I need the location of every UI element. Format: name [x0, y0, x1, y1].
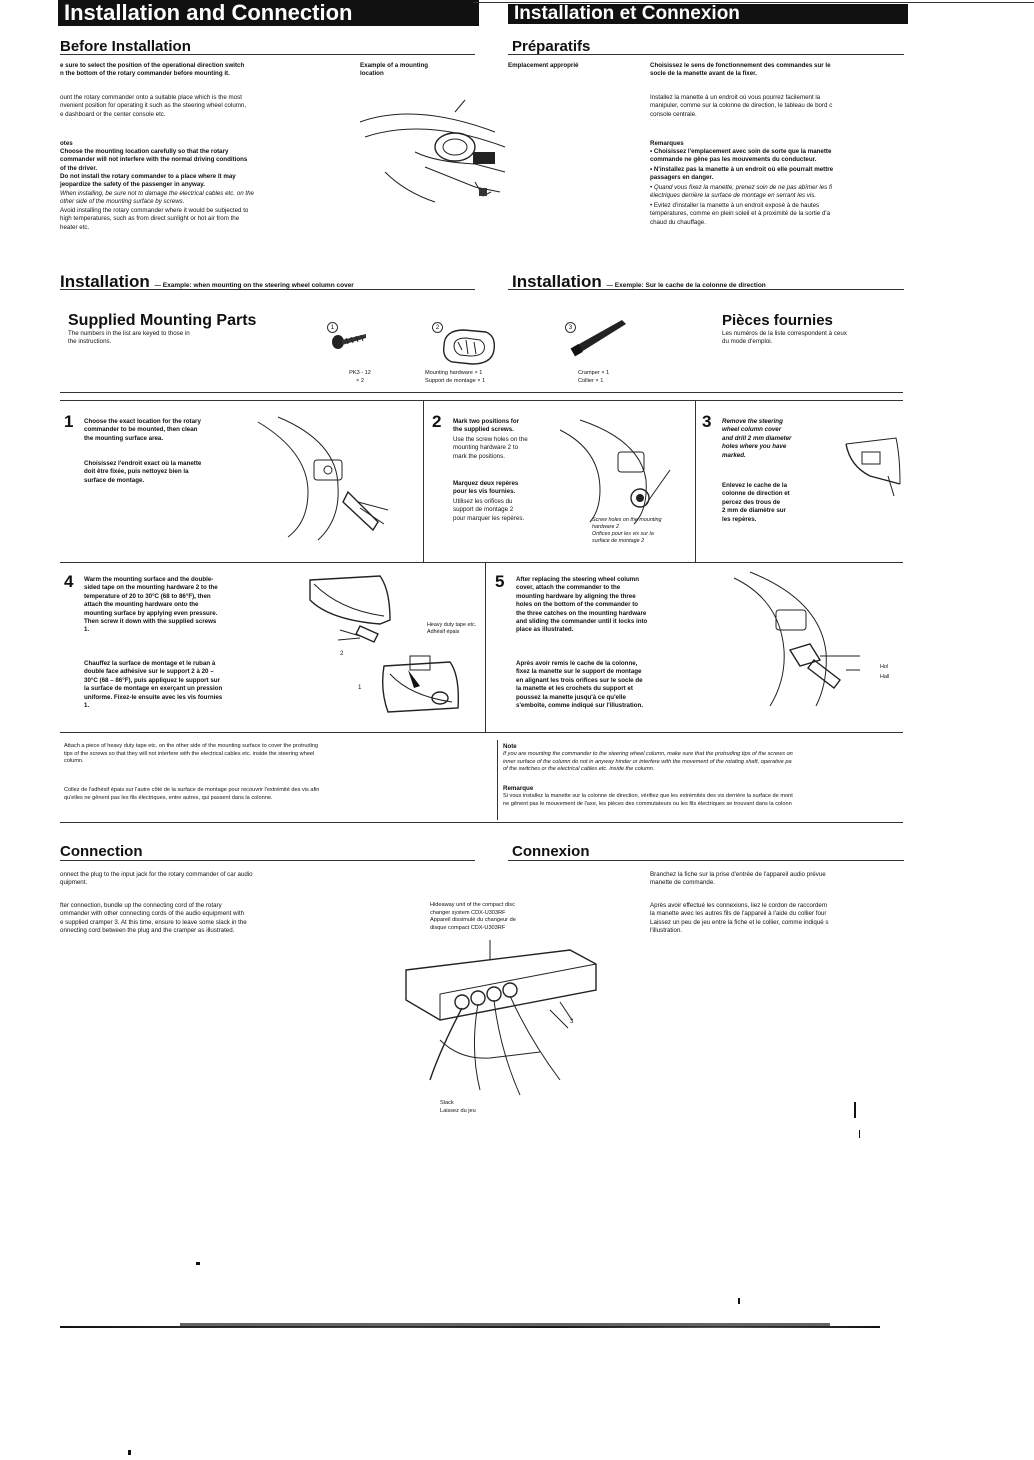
- page-title-en: Installation and Connection: [64, 0, 353, 25]
- step-1-fr: Choisissez l'endroit exact où la manette doit être fixée, puis nettoyez bien la surface de montage.: [84, 460, 202, 484]
- parts-desc-fr: Les numéros de la liste correspondent à ceux du mode d'emploi.: [722, 330, 847, 346]
- remark-2: • N'installez pas la manette à un endroit où elle pourrait mettre passagers en danger.: [650, 166, 834, 182]
- connection-p2-en: fter connection, bundle up the connecting cord of the rotary ommander with other connecting cords of the audio equipment with e supplied cramper 3. At this time, ensure to leave some slack in the onnecting cord between the plug and the cramper as illustrated.: [60, 902, 247, 935]
- connection-p2-fr: Après avoir effectué les connexions, liez le cordon de raccordem la manette avec les autres fils de l'appareil à l'aide du collier four Laissez un peu de jeu entre la fiche et le collier, comme indiqué s l'illustration.: [650, 902, 829, 935]
- connection-heading-en: Connection: [60, 843, 143, 860]
- part-2-caption: Mounting hardware × 1 Support de montage × 1: [425, 370, 486, 384]
- installation-subtitle-en: — Example: when mounting on the steering wheel column cover: [154, 282, 354, 289]
- connection-callout-3: 3: [570, 1018, 574, 1025]
- part-2-number: 2: [432, 322, 443, 333]
- slack-label: Slack Laissez du jeu: [440, 1100, 476, 1114]
- step-2-fr: Utilisez les orifices du support de montage 2 pour marquer les repères.: [453, 498, 525, 522]
- top-rule: [473, 2, 1034, 3]
- preparatifs-body: Installez la manette à un endroit où vous pourrez facilement la manipuler, comme sur la colonne de direction, le tableau de bord c console centrale.: [650, 94, 833, 118]
- part-3-caption: Cramper × 1 Collier × 1: [578, 370, 610, 384]
- remark-4: • Evitez d'installer la manette à un endroit exposé à de hautes températures, comme en plein soleil et à proximité de la sortie d'a chaud du chauffage.: [650, 202, 831, 226]
- title-banner-en: [58, 0, 479, 26]
- step-3-en: Remove the steering wheel column cover and drill 2 mm diameter holes where you have marked.: [722, 418, 792, 459]
- notes-title: otes: [60, 140, 73, 147]
- steps-row1-top: [60, 400, 903, 401]
- step-5-fr: Après avoir remis le cache de la colonne, fixez la manette sur le support de montage en alignant les trois orifices sur le socle de la manette et les crochets du support et poussez la manette jusqu'à ce qu'elle s'emboîte, comme indiqué sur l'illustration.: [516, 660, 644, 710]
- before-intro: e sure to select the position of the operational direction switch n the bottom of the rotary commander before mounting it.: [60, 62, 245, 78]
- unit-caption: Hideaway unit of the compact disc changer system CDX-U303RF Appareil dissimulé du changeur de disque compact CDX-U303RF: [430, 902, 516, 931]
- page-title-fr: Installation et Connexion: [514, 4, 740, 24]
- remarks-title: Remarques: [650, 140, 684, 147]
- step-5-number: 5: [495, 572, 505, 591]
- step-5-en: After replacing the steering wheel column cover, attach the commander to the mounting hardware by aligning the three holes on the bottom of the commander to the three catches on the mounting hardware and sliding the commander until it locks into place as illustrated.: [516, 576, 648, 634]
- step-1-illustration: [248, 412, 408, 542]
- step-5-illustration: [730, 570, 880, 710]
- note-4: Avoid installing the rotary commander where it would be subjected to high temperatures, such as from direct sunlight or hot air from the heater etc.: [60, 207, 249, 231]
- preparatifs-intro: Choisissez le sens de fonctionnement des commandes sur le socle de la manette avant de la fixer.: [650, 62, 831, 78]
- step-4-number: 4: [64, 572, 74, 591]
- step-4-illustration: [300, 570, 480, 730]
- tape-note-fr: Collez de l'adhésif épais sur l'autre côté de la surface de montage pour recouvrir l'extrémité des vis afin qu'elles ne gênent pas les fils électriques, entre autres, qui passent dans la colonne.: [64, 787, 320, 801]
- step-1-en: Choose the exact location for the rotary commander to be mounted, then clean the mounting surface area.: [84, 418, 201, 442]
- installation-title-fr: Installation: [512, 272, 602, 291]
- part-3-number: 3: [565, 322, 576, 333]
- steps-row2-bottom: [60, 732, 903, 733]
- part-1-caption: PK3 - 12 × 2: [349, 370, 371, 384]
- installation-subtitle-fr: — Exemple: Sur le cache de la colonne de direction: [606, 282, 766, 289]
- note-text: If you are mounting the commander to the steering wheel column, make sure that the protruding tips of the screws on inner surface of the column do not in anyway hinder or interfere with the movement of the rotating shaft, operative pa of the switches or the electrical cables etc. inside the column.: [503, 751, 793, 773]
- cable-tie-icon: [570, 318, 630, 358]
- step-2-number: 2: [432, 412, 442, 431]
- connection-heading-fr: Connexion: [512, 843, 590, 860]
- step-5-label-hol: Hol: [880, 664, 889, 670]
- screw-icon: [330, 328, 370, 352]
- notes-bottom: [60, 822, 903, 823]
- connection-rule-en: [60, 860, 475, 861]
- installation-rule-fr: [508, 289, 904, 290]
- title-banner-fr: [508, 4, 908, 24]
- remark-text: Si vous installez la manette sur la colonne de direction, vérifiez que les extrémités des vis derrière la surface de mont ne gênent pas le mouvement de l'axe, les pièces des commutateurs ou les fils électriques se trouvant dans la colonn: [503, 793, 793, 807]
- step-1-number: 1: [64, 412, 74, 431]
- preparatifs-rule: [508, 54, 904, 55]
- before-body: ount the rotary commander onto a suitable place which is the most nvenient position for operating it such as the steering wheel column, e dashboard or the center console etc.: [60, 94, 247, 118]
- notes-divider: [497, 740, 498, 820]
- location-label: Emplacement approprié: [508, 62, 579, 69]
- connection-rule-fr: [508, 860, 904, 861]
- parts-heading-en: Supplied Mounting Parts: [68, 312, 257, 329]
- parts-heading-fr: Pièces fournies: [722, 312, 833, 329]
- remark-1: • Choisissez l'emplacement avec soin de sorte que la manette commande ne gêne pas les mouvements du conducteur.: [650, 148, 832, 164]
- note-2: Do not install the rotary commander to a place where it may jeopardize the safety of the passenger in anyway.: [60, 173, 236, 189]
- steps-row1-bottom: [60, 562, 903, 563]
- step-2-en-bold: Mark two positions for the supplied screws.: [453, 418, 520, 434]
- step-3-fr: Enlevez le cache de la colonne de direction et percez des trous de 2 mm de diamètre sur les repères.: [722, 482, 790, 523]
- step-4-tape-label: Heavy duty tape etc. Adhésif épais: [427, 622, 477, 635]
- parts-desc-en: The numbers in the list are keyed to those in the instructions.: [68, 330, 190, 346]
- scan-mark-4: [738, 1298, 740, 1304]
- step-4-en: Warm the mounting surface and the double- sided tape on the mounting hardware 2 to the temperature of 20 to 30°C (68 to 86°F), then attach the mounting hardware onto the mounting surface by applying even pressure. Then screw it down with the supplied screws 1.: [84, 576, 218, 634]
- scan-mark-1: [854, 1102, 856, 1118]
- scan-mark-3: [196, 1262, 200, 1265]
- step-4-callout-2: 2: [340, 650, 344, 657]
- note-title: Note: [503, 743, 517, 750]
- step-2-illustration: [560, 410, 690, 525]
- tape-note-en: Attach a piece of heavy duty tape etc. on the other side of the mounting surface to cover the protruding tips of the screws so that they will not interfere with the electrical cables etc. inside the steering wheel column.: [64, 743, 319, 765]
- installation-title-en: Installation: [60, 272, 150, 291]
- connection-p1-fr: Branchez la fiche sur la prise d'entrée de l'appareil audio prévue manette de commande.: [650, 871, 826, 887]
- before-heading: Before Installation: [60, 38, 191, 55]
- mounting-hardware-icon: [438, 326, 498, 368]
- step-2-en: Use the screw holes on the mounting hardware 2 to mark the positions.: [453, 436, 528, 460]
- before-rule: [60, 54, 475, 55]
- step-3-illustration: [840, 436, 902, 500]
- installation-rule-en: [60, 289, 475, 290]
- scan-bottom-band: [180, 1323, 830, 1327]
- scan-mark-2: [859, 1130, 860, 1138]
- remark-3: • Quand vous fixez la manette, prenez soin de ne pas abîmer les fi électriques derrière la surface de montage en serrant les vis.: [650, 184, 833, 200]
- step1-divider: [423, 400, 424, 562]
- example-caption: Example of a mounting location: [360, 62, 429, 78]
- note-1: Choose the mounting location carefully so that the rotary commander will not interfere with the normal driving conditions of the driver.: [60, 148, 248, 172]
- step4-divider: [485, 562, 486, 732]
- preparatifs-heading: Préparatifs: [512, 38, 591, 55]
- part-1-number: 1: [327, 322, 338, 333]
- dashboard-illustration: [355, 92, 515, 212]
- step-2-fr-bold: Marquez deux repères pour les vis fournies.: [453, 480, 519, 496]
- note-3: When installing, be sure not to damage the electrical cables etc. on the other side of the mounting surface by screws.: [60, 190, 254, 206]
- step-5-label-hal: Hall: [880, 674, 890, 680]
- remark-title: Remarque: [503, 785, 534, 792]
- step-4-callout-1: 1: [358, 684, 362, 691]
- step-3-number: 3: [702, 412, 712, 431]
- scan-footer-dot: [128, 1450, 131, 1455]
- step2-divider: [695, 400, 696, 562]
- step-4-fr: Chauffez la surface de montage et le ruban à double face adhésive sur le support 2 à 20 – 30°C (68 – 86°F), puis appliquez le support sur la surface de montage en exerçant un pression uniforme. Fixez-le ensuite avec les vis fournies 1.: [84, 660, 223, 710]
- connection-p1-en: onnect the plug to the input jack for the rotary commander of car audio quipment.: [60, 871, 253, 887]
- step-2-callout: Screw holes on the mounting hardware 2 Orifices pour les vis sur la surface de montage 2: [592, 517, 662, 544]
